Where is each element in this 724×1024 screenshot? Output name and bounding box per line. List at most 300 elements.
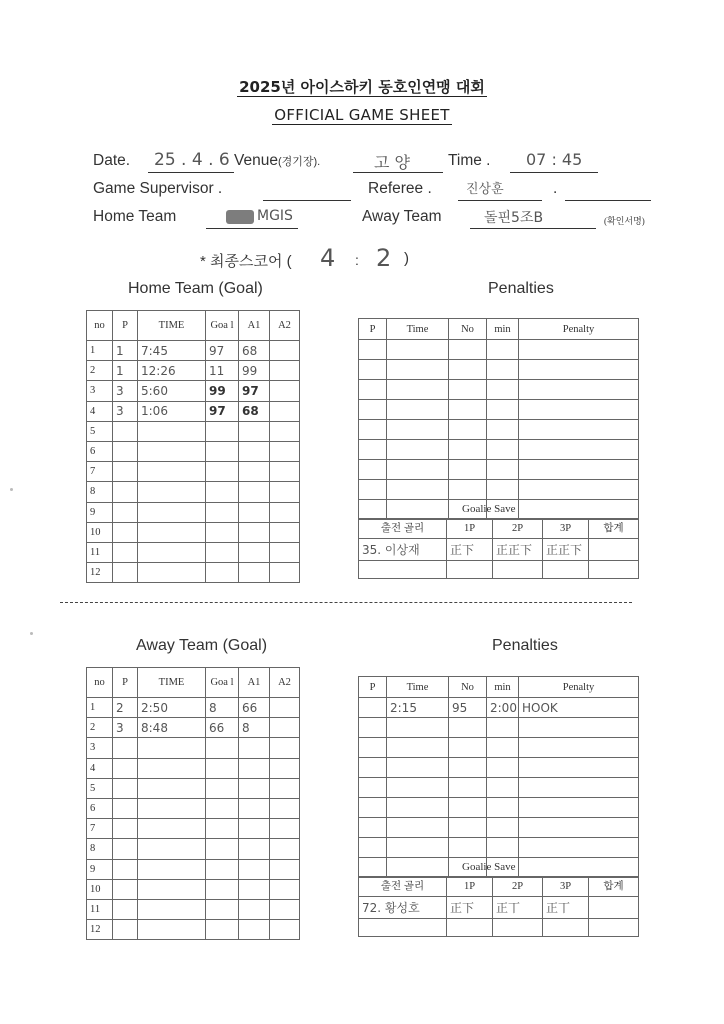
penalty-time-cell[interactable] — [387, 420, 449, 440]
table-row — [87, 421, 300, 441]
penalty-time-cell[interactable] — [387, 460, 449, 480]
period2-header: 2P — [493, 877, 543, 897]
penalty-min-cell[interactable] — [487, 798, 519, 818]
penalty-time-cell[interactable] — [387, 400, 449, 420]
goal-a1-cell[interactable] — [239, 502, 270, 522]
goal-p-cell[interactable]: 1 — [113, 341, 138, 361]
home-penalties-title: Penalties — [488, 280, 554, 297]
period1-header: 1P — [447, 519, 493, 539]
goal-a1-cell[interactable] — [239, 758, 270, 778]
penalty-no-cell[interactable] — [449, 380, 487, 400]
penalty-min-cell[interactable] — [487, 460, 519, 480]
goal-time-cell[interactable]: 12:26 — [138, 361, 206, 381]
time-header: Time — [387, 677, 449, 698]
goal-goal-cell[interactable]: 97 — [206, 401, 239, 421]
goal-goal-cell[interactable] — [206, 482, 239, 502]
goal-a1-cell[interactable] — [239, 563, 270, 583]
goal-time-cell[interactable] — [138, 758, 206, 778]
scribble-mark — [226, 210, 254, 224]
goal-a1-cell[interactable] — [239, 421, 270, 441]
goal-a2-cell[interactable] — [270, 819, 300, 839]
table-row — [87, 738, 300, 758]
minutes-header: min — [487, 677, 519, 698]
goal-goal-cell[interactable] — [206, 563, 239, 583]
goal-a1-cell[interactable] — [239, 839, 270, 859]
goal-p-cell[interactable] — [113, 859, 138, 879]
goalie-p2-cell[interactable]: 正正下 — [493, 539, 543, 561]
penalty-time-cell[interactable] — [387, 818, 449, 838]
penalty-p-cell[interactable] — [359, 500, 387, 520]
goal-time-cell[interactable] — [138, 839, 206, 859]
penalty-no-cell[interactable] — [449, 460, 487, 480]
goal-a1-cell[interactable] — [239, 462, 270, 482]
goal-p-cell[interactable] — [113, 441, 138, 461]
penalty-penalty-cell[interactable] — [519, 778, 639, 798]
goal-p-cell[interactable] — [113, 502, 138, 522]
sheet-title: 2025년 아이스하키 동호인연맹 대회 — [239, 78, 485, 96]
goal-time-cell[interactable] — [138, 879, 206, 899]
table-row — [359, 698, 639, 718]
row-number: 8 — [87, 482, 113, 502]
goal-a1-cell[interactable] — [239, 778, 270, 798]
goal-a1-cell[interactable] — [239, 859, 270, 879]
goal-a1-cell[interactable] — [239, 542, 270, 562]
venue-label: Venue(경기장). — [234, 152, 321, 169]
goalie-p2-cell[interactable]: 正丅 — [493, 897, 543, 919]
penalty-min-cell[interactable] — [487, 380, 519, 400]
goal-goal-cell[interactable] — [206, 502, 239, 522]
goal-a2-cell[interactable] — [270, 361, 300, 381]
penalty-time-cell[interactable] — [387, 340, 449, 360]
penalty-penalty-cell[interactable] — [519, 440, 639, 460]
penalty-penalty-cell[interactable] — [519, 480, 639, 500]
penalty-header-row — [359, 677, 639, 698]
goal-p-cell[interactable] — [113, 798, 138, 818]
row-number: 8 — [87, 839, 113, 859]
penalty-min-cell[interactable] — [487, 818, 519, 838]
penalty-header-row — [359, 319, 639, 340]
penalty-min-cell[interactable] — [487, 738, 519, 758]
penalty-time-cell[interactable] — [387, 838, 449, 858]
period-header: P — [359, 677, 387, 698]
penalty-p-cell[interactable] — [359, 838, 387, 858]
goal-a1-cell[interactable]: 8 — [239, 718, 270, 738]
goalie-total-cell[interactable] — [589, 919, 639, 937]
period-header: P — [359, 319, 387, 340]
goal-a2-cell[interactable] — [270, 738, 300, 758]
penalty-penalty-cell[interactable] — [519, 758, 639, 778]
goal-p-cell[interactable]: 1 — [113, 361, 138, 381]
penalty-p-cell[interactable] — [359, 718, 387, 738]
penalty-header: Penalty — [519, 319, 639, 340]
table-row — [87, 758, 300, 778]
goal-time-cell[interactable]: 8:48 — [138, 718, 206, 738]
goal-goal-cell[interactable]: 11 — [206, 361, 239, 381]
goal-p-cell[interactable] — [113, 879, 138, 899]
penalty-p-cell[interactable] — [359, 400, 387, 420]
referee-label: Referee . — [368, 180, 432, 197]
row-number: 6 — [87, 798, 113, 818]
penalty-p-cell[interactable] — [359, 340, 387, 360]
goal-goal-cell[interactable] — [206, 778, 239, 798]
penalty-penalty-cell[interactable]: HOOK — [519, 698, 639, 718]
table-row — [359, 440, 639, 460]
penalty-p-cell[interactable] — [359, 420, 387, 440]
row-number: 12 — [87, 920, 113, 940]
penalty-time-cell[interactable] — [387, 440, 449, 460]
table-row — [359, 360, 639, 380]
row-number: 5 — [87, 778, 113, 798]
goal-goal-cell[interactable] — [206, 738, 239, 758]
goal-goal-cell[interactable] — [206, 859, 239, 879]
penalty-no-cell[interactable] — [449, 340, 487, 360]
penalty-p-cell[interactable] — [359, 440, 387, 460]
goal-a2-cell[interactable] — [270, 879, 300, 899]
goal-a1-cell[interactable] — [239, 899, 270, 919]
penalty-time-cell[interactable] — [387, 798, 449, 818]
penalty-penalty-cell[interactable] — [519, 718, 639, 738]
scan-speck — [30, 632, 33, 635]
section-divider — [60, 602, 632, 603]
goal-goal-cell[interactable] — [206, 542, 239, 562]
goal-time-cell[interactable]: 2:50 — [138, 698, 206, 718]
penalty-time-cell[interactable] — [387, 858, 449, 878]
period-header: P — [113, 668, 138, 698]
goal-a2-cell[interactable] — [270, 859, 300, 879]
goal-a2-cell[interactable] — [270, 462, 300, 482]
table-row — [87, 502, 300, 522]
penalty-p-cell[interactable] — [359, 738, 387, 758]
penalty-min-cell[interactable] — [487, 400, 519, 420]
goal-goal-cell[interactable] — [206, 522, 239, 542]
goal-p-cell[interactable] — [113, 778, 138, 798]
penalty-no-cell[interactable] — [449, 718, 487, 738]
goal-time-cell[interactable] — [138, 482, 206, 502]
goal-goal-cell[interactable] — [206, 421, 239, 441]
goal-p-cell[interactable] — [113, 920, 138, 940]
goalie-p1-cell[interactable] — [447, 561, 493, 579]
table-row — [359, 758, 639, 778]
goal-a1-cell[interactable] — [239, 482, 270, 502]
penalty-min-cell[interactable]: 2:00 — [487, 698, 519, 718]
penalty-p-cell[interactable] — [359, 778, 387, 798]
goalie-p3-cell[interactable]: 正正下 — [543, 539, 589, 561]
goal-p-cell[interactable]: 3 — [113, 401, 138, 421]
goal-a2-cell[interactable] — [270, 421, 300, 441]
penalty-time-cell[interactable] — [387, 480, 449, 500]
penalty-time-cell[interactable] — [387, 360, 449, 380]
goal-a2-cell[interactable] — [270, 899, 300, 919]
venue-value: 고 양 — [374, 153, 410, 172]
goal-goal-cell[interactable] — [206, 899, 239, 919]
final-score-label: * 최종스코어 ( — [200, 253, 292, 270]
goal-goal-cell[interactable] — [206, 839, 239, 859]
penalty-penalty-cell[interactable] — [519, 818, 639, 838]
goal-time-cell[interactable] — [138, 522, 206, 542]
minutes-header: min — [487, 319, 519, 340]
goal-goal-cell[interactable] — [206, 462, 239, 482]
penalty-time-cell[interactable] — [387, 778, 449, 798]
goalie-total-cell[interactable] — [589, 539, 639, 561]
goal-time-cell[interactable] — [138, 738, 206, 758]
goal-p-cell[interactable] — [113, 899, 138, 919]
penalty-p-cell[interactable] — [359, 480, 387, 500]
row-number: 4 — [87, 401, 113, 421]
home-goalie-save-title: Goalie Save — [462, 503, 516, 515]
referee-dot: . — [553, 180, 558, 197]
away-goal-title: Away Team (Goal) — [136, 637, 268, 654]
goal-a1-cell[interactable]: 66 — [239, 698, 270, 718]
table-row — [359, 539, 639, 561]
penalty-penalty-cell[interactable] — [519, 500, 639, 520]
goal-a2-cell[interactable] — [270, 698, 300, 718]
table-row — [359, 460, 639, 480]
table-row — [87, 859, 300, 879]
goal-p-cell[interactable] — [113, 421, 138, 441]
goal-p-cell[interactable] — [113, 522, 138, 542]
number-header: No — [449, 677, 487, 698]
goal-goal-cell[interactable]: 97 — [206, 341, 239, 361]
goalie-p3-cell[interactable] — [543, 561, 589, 579]
penalty-time-cell[interactable] — [387, 738, 449, 758]
row-number: 5 — [87, 421, 113, 441]
goal-time-cell[interactable] — [138, 462, 206, 482]
goal-goal-cell[interactable] — [206, 920, 239, 940]
goal-a2-cell[interactable] — [270, 563, 300, 583]
goal-time-cell[interactable] — [138, 542, 206, 562]
goal-p-cell[interactable] — [113, 462, 138, 482]
table-row — [87, 361, 300, 381]
goal-goal-cell[interactable] — [206, 758, 239, 778]
period1-header: 1P — [447, 877, 493, 897]
extra-field[interactable] — [565, 180, 651, 201]
row-number: 4 — [87, 758, 113, 778]
goal-time-cell[interactable] — [138, 798, 206, 818]
goal-a2-cell[interactable] — [270, 839, 300, 859]
goal-a1-cell[interactable] — [239, 819, 270, 839]
goal-p-cell[interactable] — [113, 482, 138, 502]
period2-header: 2P — [493, 519, 543, 539]
table-row — [87, 778, 300, 798]
penalty-penalty-cell[interactable] — [519, 340, 639, 360]
goalie-goalie-cell[interactable]: 35. 이상재 — [359, 539, 447, 561]
table-row — [359, 738, 639, 758]
table-row — [87, 522, 300, 542]
penalty-penalty-cell[interactable] — [519, 380, 639, 400]
away-goalie-table — [358, 876, 639, 937]
goal-goal-cell[interactable]: 8 — [206, 698, 239, 718]
goal-time-cell[interactable] — [138, 421, 206, 441]
goalie-total-cell[interactable] — [589, 897, 639, 919]
goalie-goalie-cell[interactable]: 72. 황성호 — [359, 897, 447, 919]
goal-p-cell[interactable]: 2 — [113, 698, 138, 718]
goal-p-cell[interactable] — [113, 839, 138, 859]
penalty-min-cell[interactable] — [487, 440, 519, 460]
penalty-no-cell[interactable] — [449, 778, 487, 798]
penalty-p-cell[interactable] — [359, 758, 387, 778]
time-value: 07 : 45 — [526, 150, 583, 169]
goal-time-cell[interactable]: 5:60 — [138, 381, 206, 401]
goalie-p3-cell[interactable]: 正丅 — [543, 897, 589, 919]
row-number: 11 — [87, 899, 113, 919]
goal-p-cell[interactable] — [113, 542, 138, 562]
penalty-time-cell[interactable]: 2:15 — [387, 698, 449, 718]
goal-goal-cell[interactable] — [206, 879, 239, 899]
penalty-no-cell[interactable] — [449, 758, 487, 778]
penalty-no-cell[interactable] — [449, 838, 487, 858]
goal-time-cell[interactable] — [138, 899, 206, 919]
goal-p-cell[interactable]: 3 — [113, 718, 138, 738]
goal-a2-cell[interactable] — [270, 482, 300, 502]
penalty-penalty-cell[interactable] — [519, 798, 639, 818]
home-goalie-table — [358, 518, 639, 579]
supervisor-field[interactable] — [263, 180, 351, 201]
goal-a2-cell[interactable] — [270, 778, 300, 798]
penalty-penalty-cell[interactable] — [519, 738, 639, 758]
no-header: no — [87, 311, 113, 341]
row-number: 9 — [87, 502, 113, 522]
goal-a1-cell[interactable] — [239, 798, 270, 818]
penalty-no-cell[interactable] — [449, 480, 487, 500]
goalie-p2-cell[interactable] — [493, 919, 543, 937]
goalie-p1-cell[interactable] — [447, 919, 493, 937]
goal-time-cell[interactable] — [138, 441, 206, 461]
goal-a1-cell[interactable]: 68 — [239, 401, 270, 421]
goal-a2-cell[interactable] — [270, 542, 300, 562]
penalty-time-cell[interactable] — [387, 758, 449, 778]
penalty-min-cell[interactable] — [487, 778, 519, 798]
goalie-p2-cell[interactable] — [493, 561, 543, 579]
home-team-label: Home Team — [93, 208, 177, 225]
table-row — [359, 919, 639, 937]
period-header: P — [113, 311, 138, 341]
penalty-no-cell[interactable] — [449, 440, 487, 460]
goal-time-cell[interactable] — [138, 859, 206, 879]
penalty-p-cell[interactable] — [359, 698, 387, 718]
penalty-penalty-cell[interactable] — [519, 400, 639, 420]
away-penalty-table — [358, 676, 639, 878]
goal-time-cell[interactable] — [138, 920, 206, 940]
penalty-no-cell[interactable] — [449, 400, 487, 420]
table-row — [87, 341, 300, 361]
penalty-no-cell[interactable] — [449, 818, 487, 838]
penalty-min-cell[interactable] — [487, 758, 519, 778]
penalty-p-cell[interactable] — [359, 858, 387, 878]
penalty-penalty-cell[interactable] — [519, 460, 639, 480]
penalty-penalty-cell[interactable] — [519, 858, 639, 878]
penalty-no-cell[interactable]: 95 — [449, 698, 487, 718]
goal-time-cell[interactable] — [138, 819, 206, 839]
goalie-goalie-cell[interactable] — [359, 919, 447, 937]
penalty-penalty-cell[interactable] — [519, 360, 639, 380]
goalie-p1-cell[interactable]: 正下 — [447, 897, 493, 919]
penalty-p-cell[interactable] — [359, 798, 387, 818]
goal-a1-cell[interactable] — [239, 738, 270, 758]
goal-goal-cell[interactable] — [206, 798, 239, 818]
home-penalty-table — [358, 318, 639, 520]
penalty-penalty-cell[interactable] — [519, 420, 639, 440]
penalty-min-cell[interactable] — [487, 480, 519, 500]
goalie-total-cell[interactable] — [589, 561, 639, 579]
penalty-time-cell[interactable] — [387, 380, 449, 400]
goal-goal-cell[interactable]: 99 — [206, 381, 239, 401]
goal-a2-cell[interactable] — [270, 441, 300, 461]
penalty-time-cell[interactable] — [387, 500, 449, 520]
table-row — [87, 879, 300, 899]
goal-a1-cell[interactable] — [239, 522, 270, 542]
time-header: TIME — [138, 668, 206, 698]
goal-a2-cell[interactable] — [270, 758, 300, 778]
table-row — [359, 718, 639, 738]
goal-a2-cell[interactable] — [270, 522, 300, 542]
goal-a2-cell[interactable] — [270, 381, 300, 401]
goal-a2-cell[interactable] — [270, 920, 300, 940]
goal-time-cell[interactable] — [138, 502, 206, 522]
goal-goal-cell[interactable]: 66 — [206, 718, 239, 738]
goal-time-cell[interactable] — [138, 563, 206, 583]
goal-p-cell[interactable] — [113, 758, 138, 778]
goal-a2-cell[interactable] — [270, 798, 300, 818]
goal-a2-cell[interactable] — [270, 341, 300, 361]
penalty-time-cell[interactable] — [387, 718, 449, 738]
penalty-no-cell[interactable] — [449, 420, 487, 440]
penalty-min-cell[interactable] — [487, 718, 519, 738]
table-row — [87, 462, 300, 482]
penalty-no-cell[interactable] — [449, 738, 487, 758]
penalty-penalty-cell[interactable] — [519, 838, 639, 858]
goal-a1-cell[interactable] — [239, 879, 270, 899]
goalie-p1-cell[interactable]: 正下 — [447, 539, 493, 561]
goal-time-cell[interactable]: 7:45 — [138, 341, 206, 361]
goal-a1-cell[interactable] — [239, 441, 270, 461]
goal-goal-cell[interactable] — [206, 819, 239, 839]
goal-goal-cell[interactable] — [206, 441, 239, 461]
penalty-min-cell[interactable] — [487, 838, 519, 858]
goal-a1-cell[interactable]: 97 — [239, 381, 270, 401]
goal-p-cell[interactable] — [113, 563, 138, 583]
penalty-min-cell[interactable] — [487, 420, 519, 440]
goal-p-cell[interactable]: 3 — [113, 381, 138, 401]
goalie-p3-cell[interactable] — [543, 919, 589, 937]
goal-a1-cell[interactable]: 68 — [239, 341, 270, 361]
goalie-goalie-cell[interactable] — [359, 561, 447, 579]
goal-time-cell[interactable] — [138, 778, 206, 798]
penalty-p-cell[interactable] — [359, 818, 387, 838]
penalty-min-cell[interactable] — [487, 360, 519, 380]
total-header: 합계 — [589, 519, 639, 539]
penalty-no-cell[interactable] — [449, 798, 487, 818]
goal-header: Goa l — [206, 311, 239, 341]
row-number: 2 — [87, 718, 113, 738]
goal-a1-cell[interactable] — [239, 920, 270, 940]
goal-time-cell[interactable]: 1:06 — [138, 401, 206, 421]
penalty-p-cell[interactable] — [359, 460, 387, 480]
goal-p-cell[interactable] — [113, 738, 138, 758]
penalty-no-cell[interactable] — [449, 360, 487, 380]
table-row — [359, 897, 639, 919]
goal-a1-cell[interactable]: 99 — [239, 361, 270, 381]
table-row — [87, 542, 300, 562]
goal-a2-cell[interactable] — [270, 502, 300, 522]
goal-p-cell[interactable] — [113, 819, 138, 839]
penalty-p-cell[interactable] — [359, 360, 387, 380]
table-row — [87, 401, 300, 421]
table-row — [87, 718, 300, 738]
goal-a2-cell[interactable] — [270, 401, 300, 421]
goal-a2-cell[interactable] — [270, 718, 300, 738]
penalty-min-cell[interactable] — [487, 340, 519, 360]
penalty-p-cell[interactable] — [359, 380, 387, 400]
